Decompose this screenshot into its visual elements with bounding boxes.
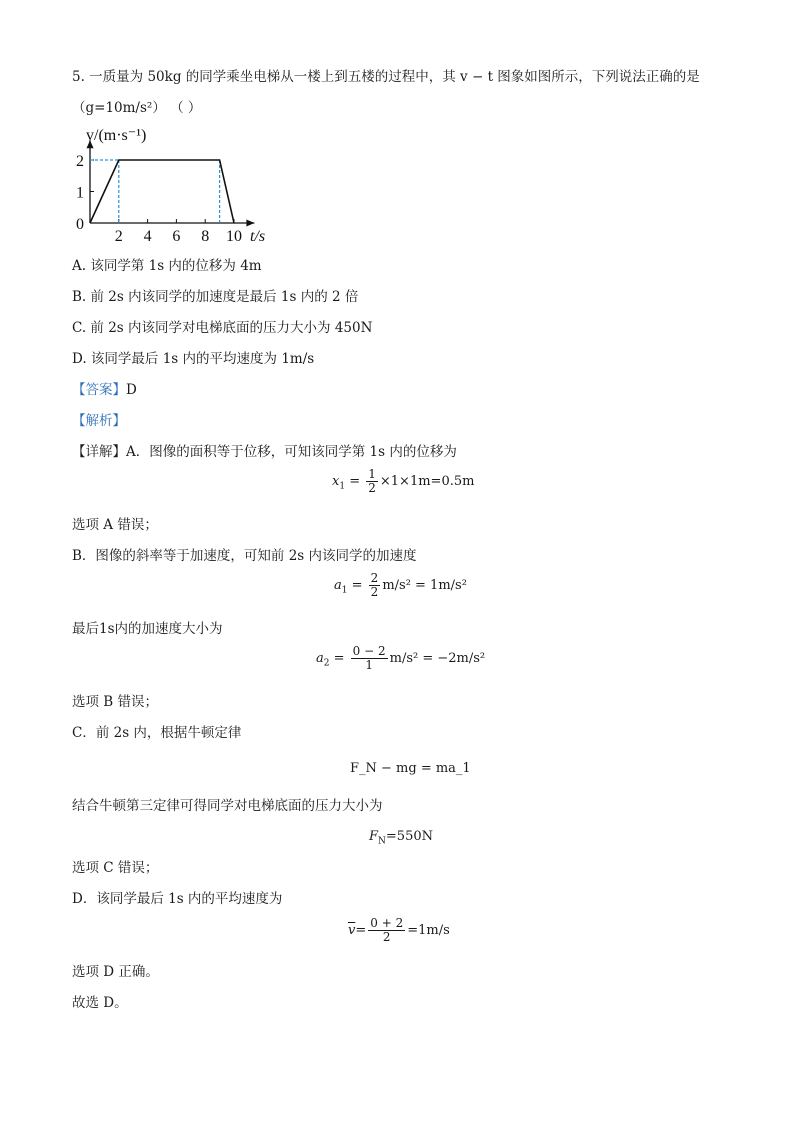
x-tick-label: 6 — [172, 228, 181, 244]
detail-c-mid: 结合牛顿第三定律可得同学对电梯底面的压力大小为 — [72, 798, 383, 814]
detail-d-intro: D．该同学最后 1s 内的平均速度为 — [72, 891, 283, 907]
detail-d-conclusion: 选项 D 正确。 — [72, 964, 159, 980]
detail-b-mid: 最后1s内的加速度大小为 — [72, 621, 223, 637]
detail-b-intro: B．图像的斜率等于加速度，可知前 2s 内该同学的加速度 — [72, 548, 417, 564]
formula-c2: $F_N=550N$ — [369, 829, 433, 847]
y-tick-label: 0 — [76, 216, 84, 233]
formula-a-fraction: $\frac{1}{2}$ — [368, 467, 376, 495]
x-axis-arrow — [246, 220, 254, 227]
formula-a-lhs: x — [332, 474, 340, 489]
formula-a-sub: 1 — [339, 481, 346, 492]
analysis-label: 【解析】 — [72, 413, 126, 429]
question-stem: 5. 一质量为 50kg 的同学乘坐电梯从一楼上到五楼的过程中，其 v − t 图象如图所示，下列说法正确的是 — [72, 69, 700, 85]
detail-a-conclusion: 选项 A 错误； — [72, 517, 158, 533]
formula-d-fraction: $\frac{0 + 2}{2}$ — [370, 916, 404, 944]
formula-b2: $a_2$ = $\frac{0 - 2}{1}$ m/s² = −2m/s² — [316, 644, 486, 672]
formula-a — [332, 468, 474, 496]
velocity-series-line — [90, 160, 234, 223]
y-axis-label: v/(m·s⁻¹) — [86, 127, 147, 144]
vt-chart — [72, 122, 272, 244]
formula-d: $\overline{v}=$ $\frac{0 + 2}{2}$ =1m/s — [348, 916, 450, 944]
x-tick-label: 4 — [143, 228, 152, 244]
final-answer: 故选 D。 — [72, 995, 128, 1011]
x-tick-label: 10 — [226, 228, 242, 244]
detail-b-conclusion: 选项 B 错误； — [72, 694, 159, 710]
formula-b1-fraction: $\frac{2}{2}$ — [370, 571, 379, 599]
y-tick-label: 2 — [76, 153, 84, 170]
formula-a-rest: ×1×1m=0.5m — [379, 474, 475, 489]
option-d: D. 该同学最后 1s 内的平均速度为 1m/s — [72, 351, 315, 367]
detail-c-conclusion: 选项 C 错误； — [72, 860, 159, 876]
answer-label: 【答案】 — [72, 382, 126, 398]
answer-value: D — [126, 382, 137, 398]
x-axis-label: t/s — [250, 228, 266, 244]
detail-a-intro: 【详解】A．图像的面积等于位移，可知该同学第 1s 内的位移为 — [72, 444, 457, 460]
option-c: C. 前 2s 内该同学对电梯底面的压力大小为 450N — [72, 320, 373, 336]
formula-a-eq: = — [345, 474, 365, 489]
option-a: A. 该同学第 1s 内的位移为 4m — [72, 258, 262, 274]
answer-line — [72, 381, 137, 399]
y-tick-label: 1 — [76, 184, 84, 202]
x-tick-label: 2 — [114, 228, 123, 244]
analysis-heading — [72, 412, 126, 430]
detail-c-intro: C．前 2s 内，根据牛顿定律 — [72, 725, 242, 741]
option-b: B. 前 2s 内该同学的加速度是最后 1s 内的 2 倍 — [72, 289, 359, 305]
formula-b1: $a_1$ = $\frac{2}{2}$ m/s² = 1m/s² — [334, 571, 467, 599]
formula-b2-fraction: $\frac{0 - 2}{1}$ — [352, 644, 386, 672]
x-tick-label: 8 — [201, 228, 210, 244]
question-stem-given: （g=10m/s²） （ ） — [72, 100, 202, 116]
formula-c1: F_N − mg = ma_1 — [350, 761, 471, 776]
